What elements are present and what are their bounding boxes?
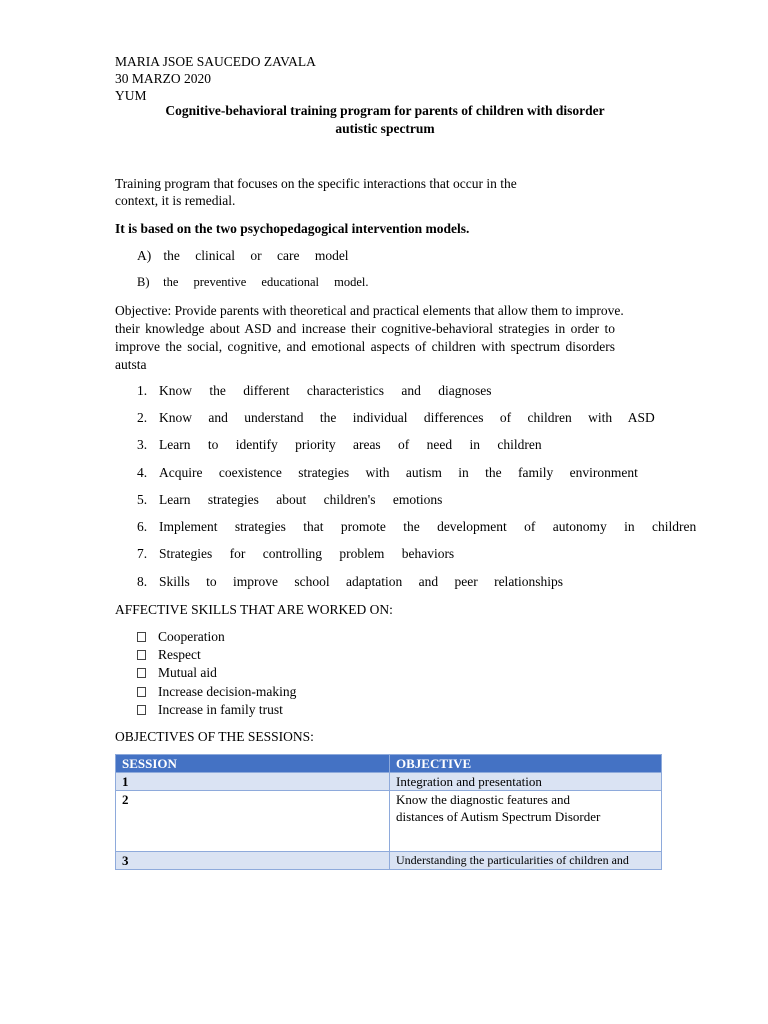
skill-item — [137, 701, 283, 718]
bullet-box-icon — [137, 687, 146, 697]
model-item-a — [137, 247, 349, 264]
model-text: the preventive educational model. — [163, 275, 369, 289]
objective-line: distances of Autism Spectrum Disorder — [396, 809, 601, 824]
document-date: 30 MARZO 2020 — [115, 71, 212, 86]
skill-text: Increase in family trust — [158, 702, 283, 717]
author-code: YUM — [115, 88, 147, 103]
goal-item — [137, 382, 492, 399]
skill-text: Respect — [158, 647, 201, 662]
bullet-box-icon — [137, 705, 146, 715]
goal-text: Know and understand the individual differences of children with ASD — [159, 410, 655, 425]
goal-item — [137, 518, 696, 535]
goal-number: 8. — [137, 574, 148, 589]
skill-text: Increase decision-making — [158, 684, 297, 699]
goal-item — [137, 545, 454, 562]
goal-number: 6. — [137, 519, 148, 534]
objective-line: Understanding the particularities of children and — [396, 853, 629, 867]
bullet-box-icon — [137, 632, 146, 642]
column-header-session: SESSION — [116, 755, 390, 773]
objective-line: Integration and presentation — [396, 774, 542, 789]
objective-cell — [390, 852, 662, 870]
author-header — [115, 53, 316, 104]
title-line-2: autistic spectrum — [335, 121, 435, 136]
document-title — [115, 102, 655, 138]
objective-paragraph — [115, 302, 627, 374]
table-header-row — [116, 755, 662, 773]
objective-line-2: their knowledge about ASD and increase their cognitive-behavioral strategies in order to — [115, 321, 615, 336]
objective-line-1: Objective: Provide parents with theoretical and practical elements that allow them to improve. — [115, 303, 624, 318]
sessions-table — [115, 754, 662, 870]
skill-text: Mutual aid — [158, 665, 217, 680]
goal-item — [137, 464, 638, 481]
goal-number: 4. — [137, 465, 148, 480]
goal-text: Know the different characteristics and diagnoses — [159, 383, 492, 398]
affective-heading: AFFECTIVE SKILLS THAT ARE WORKED ON: — [115, 602, 393, 617]
goal-number: 7. — [137, 546, 148, 561]
goal-text: Implement strategies that promote the development of autonomy in children — [159, 519, 697, 534]
skill-item — [137, 646, 201, 663]
goal-text: Skills to improve school adaptation and peer relationships — [159, 574, 564, 589]
goal-item — [137, 409, 655, 426]
goal-number: 1. — [137, 383, 148, 398]
objective-cell — [390, 791, 662, 852]
goal-text: Acquire coexistence strategies with autism in the family environment — [159, 465, 638, 480]
model-item-b — [137, 274, 369, 291]
skill-item — [137, 664, 217, 681]
bullet-box-icon — [137, 650, 146, 660]
models-heading: It is based on the two psychopedagogical intervention models. — [115, 221, 470, 236]
goal-text: Learn strategies about children's emotions — [159, 492, 443, 507]
skill-item — [137, 683, 296, 700]
author-name: MARIA JSOE SAUCEDO ZAVALA — [115, 54, 316, 69]
column-header-objective: OBJECTIVE — [390, 755, 662, 773]
objective-line-4: autsta — [115, 357, 147, 372]
goal-item — [137, 491, 442, 508]
model-text: the clinical or care model — [163, 248, 349, 263]
goal-item — [137, 573, 563, 590]
session-cell: 1 — [116, 773, 390, 791]
intro-paragraph — [115, 175, 525, 209]
title-line-1: Cognitive-behavioral training program for parents of children with disorder — [165, 103, 605, 118]
bullet-box-icon — [137, 668, 146, 678]
session-cell: 3 — [116, 852, 390, 870]
intro-line-2: context, it is remedial. — [115, 193, 236, 208]
sessions-heading: OBJECTIVES OF THE SESSIONS: — [115, 729, 314, 744]
table-row — [116, 773, 662, 791]
model-label: B) — [137, 275, 150, 289]
model-label: A) — [137, 248, 152, 263]
table-row — [116, 852, 662, 870]
goal-number: 5. — [137, 492, 148, 507]
goal-text: Learn to identify priority areas of need in children — [159, 437, 542, 452]
goal-number: 2. — [137, 410, 148, 425]
skill-text: Cooperation — [158, 629, 225, 644]
goal-text: Strategies for controlling problem behaviors — [159, 546, 455, 561]
table-row — [116, 791, 662, 852]
intro-line-1: Training program that focuses on the specific interactions that occur in the — [115, 176, 517, 191]
goal-number: 3. — [137, 437, 148, 452]
goal-item — [137, 436, 542, 453]
objective-cell — [390, 773, 662, 791]
objective-line-3: improve the social, cognitive, and emotional aspects of children with spectrum disorders — [115, 339, 615, 354]
session-cell: 2 — [116, 791, 390, 852]
objective-line: Know the diagnostic features and — [396, 792, 571, 807]
skill-item — [137, 628, 225, 645]
